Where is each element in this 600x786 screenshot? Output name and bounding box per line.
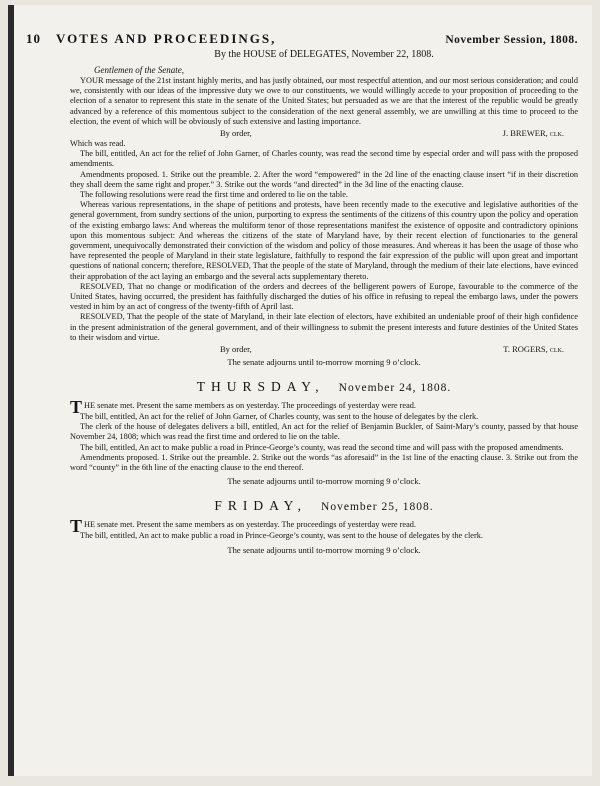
para-which-read: Which was read.: [70, 139, 126, 149]
page-number: 10: [26, 31, 41, 46]
page-title: VOTES AND PROCEEDINGS,: [56, 31, 277, 46]
signature-clerk: J. BREWER, clk.: [502, 128, 564, 139]
para-amendments: Amendments proposed. 1. Strike out the preamble. 2. After the word “empowered” in the 2d line of the enacting clause insert “if in their discretion they shall deem the same right and proper.” 3. Strike out the words “and directed” in the 3d line of the enacting clause.: [70, 169, 578, 189]
para-resolutions-read: The following resolutions were read the first time and ordered to lie on the table.: [80, 190, 348, 200]
session-label: November Session, 1808.: [445, 34, 578, 46]
friday-para-1: THE senate met. Present the same members as on yesterday. The proceedings of yesterday were read.: [70, 516, 416, 537]
salutation: Gentlemen of the Senate,: [94, 65, 184, 75]
page-header: [26, 31, 578, 47]
house-line: By the HOUSE of DELEGATES, November 22, 1808.: [214, 49, 434, 60]
adjourn-line: The senate adjourns until to-morrow morning 9 o’clock.: [227, 357, 421, 368]
friday-heading: [70, 498, 578, 514]
para-resolved-2: RESOLVED, That the people of the state of Maryland, in their late election of electors, have exhibited an undeniable proof of their high confidence in the present administration of the general government, and of their willingness to submit the present interests and future destinies of the United States to their wisdom and virtue.: [70, 312, 578, 342]
thursday-para-2: The bill, entitled, An act for the relief of John Garner, of Charles county, was sent to the house of delegates by the clerk.: [80, 412, 479, 422]
adjourn-line: The senate adjourns until to-morrow morning 9 o’clock.: [227, 476, 421, 487]
day-name: THURSDAY,: [196, 379, 325, 395]
thursday-heading: [70, 379, 578, 395]
friday-para-2: The bill, entitled, An act to make public a road in Prince-George’s county, was sent to the house of delegates by the clerk.: [80, 531, 483, 541]
thursday-para-1: THE senate met. Present the same members as on yesterday. The proceedings of yesterday were read.: [70, 397, 416, 418]
thursday-para-4: The bill, entitled, An act to make public a road in Prince-George’s county, was read the second time and will pass with the proposed amendments.: [80, 442, 564, 452]
adjourn-line: The senate adjourns until to-morrow morning 9 o’clock.: [227, 544, 421, 555]
signature-order: By order,: [220, 344, 252, 355]
day-date: November 25, 1808.: [321, 501, 434, 514]
para-bill-garner: The bill, entitled, An act for the relief of John Garner, of Charles county, was read the second time by especial order and will pass with the proposed amendments.: [70, 149, 578, 169]
day-name: FRIDAY,: [214, 498, 308, 514]
para-resolved-1: RESOLVED, That no change or modification of the orders and decrees of the belligerent powers of Europe, favourable to the commerce of the United States, having occurred, the president has faithfully discharged the duties of his office in refusing to repeal the embargo laws, under the powers vested in him by an act of congress of the twenty-fifth of April last.: [70, 281, 578, 312]
document-page: [8, 5, 592, 776]
para-whereas: Whereas various representations, in the shape of petitions and protests, have been recently made to the executive and legislative authorities of the general government, from sundry sections of the union, purporting to express the sentiments of the citizens of this country upon the policy and operation of the existing embargo laws: And whereas the multiform tenor of those representations manifest the existence of opposite and contradictory opinions upon this momentous subject: And whereas the citizens of the state of Maryland have, by their recent election of functionaries to the general government, unequivocally demonstrated their conviction of the wisdom and policy of those measures. And whereas it has been the usage of those who have represented the people of Maryland in their state legislature, faithfully to respond the fair expression of the public will upon great and important questions of national concern; therefore, RESOLVED, That the people of the state of Maryland, through the medium of their late elections, have evinced their approbation of the act laying an embargo and the several acts supplementary thereto.: [70, 200, 578, 281]
signature-order: By order,: [220, 128, 252, 139]
signature-clerk: T. ROGERS, clk.: [503, 344, 564, 355]
drop-cap: T: [70, 516, 83, 537]
signature-brewer: [70, 128, 578, 138]
thursday-para-5: Amendments proposed. 1. Strike out the preamble. 2. Strike out the words “as aforesaid” in the 1st line of the enacting clause. 3. Strike out from the word “county” in the 6th line of the enacting clause to the end thereof.: [70, 452, 578, 473]
message-paragraph: YOUR message of the 21st instant highly merits, and has justly obtained, our most respectful attention, and our most serious consideration; and could we, consistently with our ideas of the impressive duty we owe to our constituents, we would willingly accede to your proposition of proceeding to the election of a senator to represent this state in the senate of the United States; but persuaded as we are that the interest of the republic would be greatly advanced by a reference of this momentous subject to the consideration of the next general assembly, we are unwilling at this time to proceed to the election, the event of which will be obviously of such extensive and lasting importance.: [70, 76, 578, 126]
drop-cap: T: [70, 397, 83, 418]
signature-rogers: [70, 344, 578, 354]
day-date: November 24, 1808.: [338, 382, 452, 395]
thursday-para-3: The clerk of the house of delegates delivers a bill, entitled, An act for the relief of Benjamin Buckler, of Saint-Mary’s county, passed by that house November 24, 1808; which was read the first time and ordered to lie on the table.: [70, 422, 578, 442]
